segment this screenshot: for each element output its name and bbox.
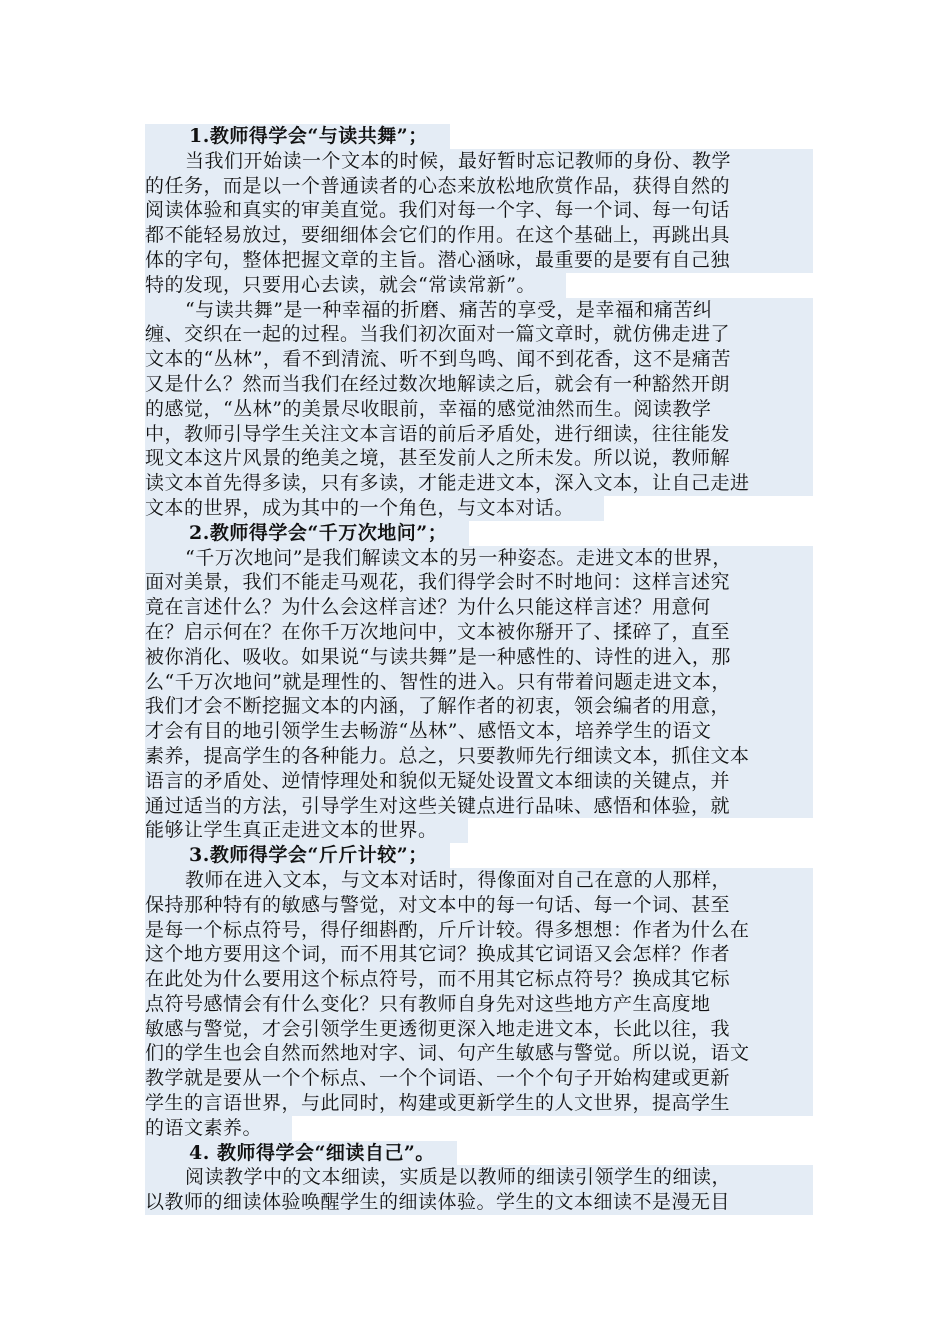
paragraph-text: 缠、交织在一起的过程。当我们初次面对一篇文章时，就仿佛走进了	[145, 322, 813, 347]
paragraph-text: 保持那种特有的敏感与警觉，对文本中的每一句话、每一个词、甚至	[145, 893, 813, 918]
paragraph-text: 文本的“丛林”，看不到清流、听不到鸟鸣、闻不到花香，这不是痛苦	[145, 347, 813, 372]
paragraph-line	[145, 570, 813, 595]
paragraph-text: 又是什么？然而当我们在经过数次地解读之后，就会有一种豁然开朗	[145, 372, 813, 397]
paragraph-line	[145, 769, 813, 794]
paragraph-text: 教师在进入文本，与文本对话时，得像面对自己在意的人那样，	[145, 868, 813, 893]
paragraph-text: 阅读教学中的文本细读，实质是以教师的细读引领学生的细读，	[145, 1165, 813, 1190]
paragraph-text: 中，教师引导学生关注文本言语的前后矛盾处，进行细读，往往能发	[145, 422, 813, 447]
paragraph-text: 文本的世界，成为其中的一个角色，与文本对话。	[145, 496, 604, 521]
paragraph-line	[145, 1066, 813, 1091]
paragraph-line	[145, 670, 813, 695]
paragraph-line	[145, 1165, 813, 1190]
paragraph-line	[145, 446, 813, 471]
paragraph-line	[145, 248, 813, 273]
paragraph-line	[145, 918, 813, 943]
paragraph-line	[145, 1041, 813, 1066]
paragraph-line	[145, 198, 813, 223]
paragraph-line	[145, 893, 813, 918]
paragraph-text: 以教师的细读体验唤醒学生的细读体验。学生的文本细读不是漫无目	[145, 1190, 813, 1215]
section-heading	[145, 843, 813, 868]
paragraph-text: 竟在言述什么？为什么会这样言述？为什么只能这样言述？用意何	[145, 595, 813, 620]
paragraph-text: 学生的言语世界，与此同时，构建或更新学生的人文世界，提高学生	[145, 1091, 813, 1116]
paragraph-text: “与读共舞”是一种幸福的折磨、痛苦的享受，是幸福和痛苦纠	[145, 298, 813, 323]
paragraph-line	[145, 1091, 813, 1116]
paragraph-line	[145, 992, 813, 1017]
paragraph-line	[145, 694, 813, 719]
section-heading-text: 1.教师得学会“与读共舞”；	[145, 124, 450, 149]
paragraph-text: 敏感与警觉，才会引领学生更透彻更深入地走进文本，长此以往，我	[145, 1017, 813, 1042]
paragraph-line	[145, 273, 813, 298]
section-heading-text: 2.教师得学会“千万次地问”；	[145, 521, 469, 546]
section-heading-text: 3.教师得学会“斤斤计较”；	[145, 843, 450, 868]
paragraph-line	[145, 967, 813, 992]
paragraph-line	[145, 422, 813, 447]
section-heading	[145, 124, 813, 149]
paragraph-line	[145, 546, 813, 571]
paragraph-text: 才会有目的地引领学生去畅游“丛林”、感悟文本，培养学生的语文	[145, 719, 813, 744]
paragraph-text: 现文本这片风景的绝美之境，甚至发前人之所未发。所以说，教师解	[145, 446, 813, 471]
paragraph-text: 我们才会不断挖掘文本的内涵，了解作者的初衷，领会编者的用意，	[145, 694, 813, 719]
paragraph-text: 们的学生也会自然而然地对字、词、句产生敏感与警觉。所以说，语文	[145, 1041, 813, 1066]
paragraph-text: 当我们开始读一个文本的时候，最好暂时忘记教师的身份、教学	[145, 149, 813, 174]
paragraph-line	[145, 868, 813, 893]
paragraph-line	[145, 322, 813, 347]
paragraph-text: 特的发现，只要用心去读，就会“常读常新”。	[145, 273, 566, 298]
paragraph-line	[145, 794, 813, 819]
paragraph-text: 这个地方要用这个词，而不用其它词？换成其它词语又会怎样？作者	[145, 942, 813, 967]
paragraph-text: 被你消化、吸收。如果说“与读共舞”是一种感性的、诗性的进入，那	[145, 645, 813, 670]
paragraph-text: 阅读体验和真实的审美直觉。我们对每一个字、每一个词、每一句话	[145, 198, 813, 223]
paragraph-line	[145, 174, 813, 199]
paragraph-line	[145, 744, 813, 769]
paragraph-line	[145, 1017, 813, 1042]
paragraph-line	[145, 1190, 813, 1215]
paragraph-text: 通过适当的方法，引导学生对这些关键点进行品味、感悟和体验，就	[145, 794, 813, 819]
paragraph-line	[145, 223, 813, 248]
paragraph-text: 读文本首先得多读，只有多读，才能走进文本，深入文本，让自己走进	[145, 471, 813, 496]
paragraph-text: 能够让学生真正走进文本的世界。	[145, 818, 468, 843]
paragraph-line	[145, 620, 813, 645]
paragraph-text: “千万次地问”是我们解读文本的另一种姿态。走进文本的世界，	[145, 546, 813, 571]
paragraph-line	[145, 372, 813, 397]
paragraph-line	[145, 397, 813, 422]
section-heading	[145, 1141, 813, 1166]
paragraph-text: 点符号感情会有什么变化？只有教师自身先对这些地方产生高度地	[145, 992, 813, 1017]
paragraph-text: 都不能轻易放过，要细细体会它们的作用。在这个基础上，再跳出具	[145, 223, 813, 248]
paragraph-line	[145, 645, 813, 670]
paragraph-line	[145, 298, 813, 323]
paragraph-text: 么“千万次地问”就是理性的、智性的进入。只有带着问题走进文本，	[145, 670, 813, 695]
paragraph-line	[145, 719, 813, 744]
paragraph-text: 的感觉，“丛林”的美景尽收眼前，幸福的感觉油然而生。阅读教学	[145, 397, 813, 422]
paragraph-text: 面对美景，我们不能走马观花，我们得学会时不时地问：这样言述究	[145, 570, 813, 595]
paragraph-line	[145, 149, 813, 174]
paragraph-line	[145, 347, 813, 372]
paragraph-text: 是每一个标点符号，得仔细斟酌，斤斤计较。得多想想：作者为什么在	[145, 918, 813, 943]
paragraph-text: 在？启示何在？在你千万次地问中，文本被你掰开了、揉碎了，直至	[145, 620, 813, 645]
paragraph-text: 教学就是要从一个个标点、一个个词语、一个个句子开始构建或更新	[145, 1066, 813, 1091]
section-heading	[145, 521, 813, 546]
document-body	[145, 124, 813, 1215]
section-heading-text: 4. 教师得学会“细读自己”。	[145, 1141, 457, 1166]
paragraph-line	[145, 471, 813, 496]
paragraph-line	[145, 942, 813, 967]
paragraph-text: 的任务，而是以一个普通读者的心态来放松地欣赏作品，获得自然的	[145, 174, 813, 199]
paragraph-text: 体的字句，整体把握文章的主旨。潜心涵咏，最重要的是要有自己独	[145, 248, 813, 273]
paragraph-text: 语言的矛盾处、逆情悖理处和貌似无疑处设置文本细读的关键点，并	[145, 769, 813, 794]
paragraph-text: 的语文素养。	[145, 1116, 292, 1141]
paragraph-text: 素养，提高学生的各种能力。总之，只要教师先行细读文本，抓住文本	[145, 744, 813, 769]
paragraph-line	[145, 496, 813, 521]
paragraph-line	[145, 818, 813, 843]
paragraph-line	[145, 595, 813, 620]
paragraph-text: 在此处为什么要用这个标点符号，而不用其它标点符号？换成其它标	[145, 967, 813, 992]
paragraph-line	[145, 1116, 813, 1141]
